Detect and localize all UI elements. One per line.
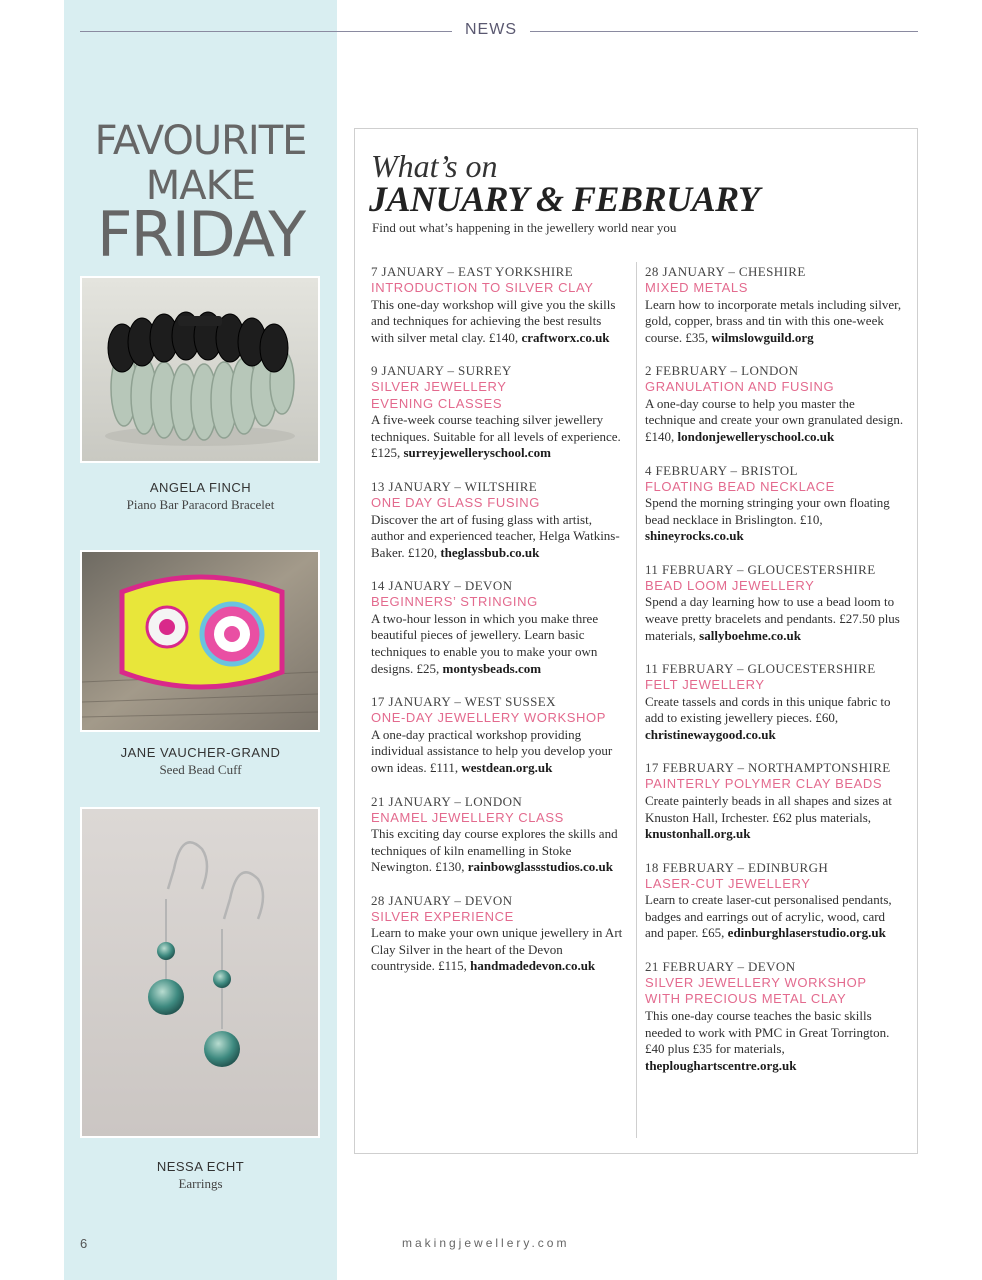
event-item xyxy=(371,794,623,876)
event-date: 2 FEBRUARY – LONDON xyxy=(645,363,799,379)
event-link[interactable]: theglassbub.co.uk xyxy=(440,544,540,560)
maker-name-3: NESSA ECHT xyxy=(156,1159,245,1174)
event-description xyxy=(645,396,907,446)
event-item xyxy=(645,860,907,942)
event-description xyxy=(645,594,907,644)
event-desc-text: A two-hour lesson in which you make three beautiful pieces of jewellery. Learn basic techniques to enable you to make your own designs. £25, xyxy=(371,610,599,676)
events-right-column xyxy=(645,264,907,1091)
sidebar-title-make: MAKE xyxy=(145,163,256,209)
event-title: BEAD LOOM JEWELLERY xyxy=(645,577,815,593)
whats-on-title: What’s on xyxy=(371,148,498,184)
event-description xyxy=(371,297,623,347)
event-date: 7 JANUARY – EAST YORKSHIRE xyxy=(371,264,574,279)
event-description xyxy=(645,297,907,347)
event-item xyxy=(371,893,623,975)
event-title: ENAMEL JEWELLERY CLASS xyxy=(371,809,564,825)
event-link[interactable]: christinewaygood.co.uk xyxy=(645,726,776,742)
event-link[interactable]: montysbeads.com xyxy=(442,660,542,676)
column-divider xyxy=(636,262,637,1138)
event-title: SILVER JEWELLERY EVENING CLASSES xyxy=(371,379,507,411)
event-date: 4 FEBRUARY – BRISTOL xyxy=(645,462,798,478)
event-link[interactable]: handmadedevon.co.uk xyxy=(470,958,596,974)
event-link[interactable]: westdean.org.uk xyxy=(461,759,553,775)
event-desc-text: Spend the morning stringing your own floating bead necklace in Brislington. £10, xyxy=(645,495,890,527)
event-desc-text: Learn to create laser-cut personalised pendants, badges and earrings out of acrylic, wood, card and paper. £65, xyxy=(645,892,892,941)
section-label: NEWS xyxy=(465,21,517,38)
seed-bead-cuff-photo xyxy=(80,550,320,732)
event-item xyxy=(645,959,907,1074)
event-link[interactable]: rainbowglassstudios.co.uk xyxy=(467,859,613,875)
event-link[interactable]: sallyboehme.co.uk xyxy=(699,627,801,643)
footer-website[interactable]: makingjewellery.com xyxy=(402,1236,570,1250)
event-date: 17 FEBRUARY – NORTHAMPTONSHIRE xyxy=(645,760,891,776)
event-description xyxy=(371,412,623,462)
event-title: FLOATING BEAD NECKLACE xyxy=(645,478,835,494)
event-title: LASER-CUT JEWELLERY xyxy=(645,875,811,891)
maker-name-1: ANGELA FINCH xyxy=(149,480,252,495)
events-left-column xyxy=(371,264,623,992)
event-item xyxy=(645,264,907,346)
event-item xyxy=(371,363,623,462)
event-item xyxy=(645,562,907,644)
event-date: 28 JANUARY – DEVON xyxy=(371,892,513,908)
event-desc-text: This exciting day course explores the skills and techniques of kiln enamelling in Stoke Newington. £130, xyxy=(371,826,618,875)
event-description xyxy=(371,512,623,562)
event-title: BEGINNERS’ STRINGING xyxy=(371,594,538,610)
event-desc-text: Discover the art of fusing glass with artist, author and experienced teacher, Helga Watkins-Baker. £120, xyxy=(371,511,620,560)
event-title: SILVER EXPERIENCE xyxy=(371,908,514,924)
event-item xyxy=(645,760,907,842)
event-title: GRANULATION AND FUSING xyxy=(645,379,835,395)
event-description xyxy=(371,826,623,876)
event-description xyxy=(645,694,907,744)
event-description xyxy=(371,925,623,975)
event-item xyxy=(645,463,907,545)
event-title: PAINTERLY POLYMER CLAY BEADS xyxy=(645,776,883,792)
event-desc-text: Spend a day learning how to use a bead loom to weave pretty bracelets and pendants. £27.50 plus materials, xyxy=(645,594,900,643)
event-description xyxy=(645,495,907,545)
event-description xyxy=(645,1008,907,1074)
event-date: 13 JANUARY – WILTSHIRE xyxy=(371,479,538,495)
event-desc-text: Create tassels and cords in this unique fabric to add to existing jewellery pieces. £60, xyxy=(645,693,891,726)
event-desc-text: A one-day course to help you master the technique and create your own granulated design. £140, xyxy=(645,395,904,444)
event-link[interactable]: theploughartscentre.org.uk xyxy=(645,1057,797,1073)
event-link[interactable]: wilmslowguild.org xyxy=(711,329,814,345)
event-title: FELT JEWELLERY xyxy=(645,677,765,693)
event-link[interactable]: edinburghlaserstudio.org.uk xyxy=(727,925,886,941)
event-title: MIXED METALS xyxy=(645,280,749,295)
event-description xyxy=(371,611,623,677)
event-link[interactable]: surreyjewelleryschool.com xyxy=(403,445,551,461)
event-description xyxy=(371,727,623,777)
event-date: 21 JANUARY – LONDON xyxy=(371,793,523,809)
event-date: 11 FEBRUARY – GLOUCESTERSHIRE xyxy=(645,561,876,577)
event-desc-text: This one-day course teaches the basic skills needed to work with PMC in Great Torrington. £40 plus £35 for materials, xyxy=(645,1007,890,1057)
event-item xyxy=(645,363,907,445)
event-desc-text: This one-day workshop will give you the skills and techniques for achieving the best results with silver metal clay. £140, xyxy=(371,296,616,345)
event-desc-text: A one-day practical workshop providing individual assistance to help you develop your own ideas. £111, xyxy=(371,726,613,775)
event-item xyxy=(371,694,623,776)
event-item xyxy=(371,479,623,561)
event-desc-text: Learn how to incorporate metals including silver, gold, copper, brass and tin with this one-week course. £35, xyxy=(645,296,902,345)
header-rule-left xyxy=(80,31,452,32)
event-link[interactable]: londonjewelleryschool.co.uk xyxy=(677,428,835,444)
event-item xyxy=(645,661,907,743)
event-item xyxy=(371,578,623,677)
page-number: 6 xyxy=(80,1236,88,1251)
whats-on-months: JANUARY & FEBRUARY xyxy=(369,179,760,219)
maker-piece-1: Piano Bar Paracord Bracelet xyxy=(126,497,275,512)
event-description xyxy=(645,793,907,843)
event-date: 17 JANUARY – WEST SUSSEX xyxy=(371,694,556,710)
sidebar-title-favourite: FAVOURITE xyxy=(94,118,307,164)
event-description xyxy=(645,892,907,942)
event-desc-text: Learn to make your own unique jewellery in Art Clay Silver in the heart of the Devon countryside. £115, xyxy=(371,925,623,974)
event-date: 14 JANUARY – DEVON xyxy=(371,578,513,594)
header-rule-right xyxy=(530,31,918,32)
event-desc-text: A five-week course teaching silver jewellery techniques. Suitable for all levels of experience. £125, xyxy=(371,412,621,461)
event-title: ONE DAY GLASS FUSING xyxy=(371,495,541,511)
event-date: 18 FEBRUARY – EDINBURGH xyxy=(645,859,829,875)
maker-name-2: JANE VAUCHER-GRAND xyxy=(120,745,281,760)
event-title: ONE-DAY JEWELLERY WORKSHOP xyxy=(371,710,606,726)
event-date: 28 JANUARY – CHESHIRE xyxy=(645,264,806,279)
event-date: 11 FEBRUARY – GLOUCESTERSHIRE xyxy=(645,661,876,677)
maker-piece-2: Seed Bead Cuff xyxy=(159,762,242,777)
event-title: INTRODUCTION TO SILVER CLAY xyxy=(371,280,594,295)
event-link[interactable]: craftworx.co.uk xyxy=(521,329,610,345)
event-date: 21 FEBRUARY – DEVON xyxy=(645,958,796,974)
maker-piece-3: Earrings xyxy=(178,1176,223,1191)
whats-on-intro: Find out what’s happening in the jewellery world near you xyxy=(372,220,677,235)
paracord-bracelet-photo xyxy=(80,276,320,463)
event-item xyxy=(371,264,623,346)
sidebar-title-friday: FRIDAY xyxy=(96,198,305,271)
event-date: 9 JANUARY – SURREY xyxy=(371,363,512,379)
event-desc-text: Create painterly beads in all shapes and sizes at Knuston Hall, Irchester. £62 plus materials, xyxy=(645,792,892,825)
event-title: SILVER JEWELLERY WORKSHOP WITH PRECIOUS METAL CLAY xyxy=(645,974,867,1007)
event-link[interactable]: knustonhall.org.uk xyxy=(645,826,751,842)
event-link[interactable]: shineyrocks.co.uk xyxy=(645,528,744,544)
earrings-photo xyxy=(80,807,320,1138)
